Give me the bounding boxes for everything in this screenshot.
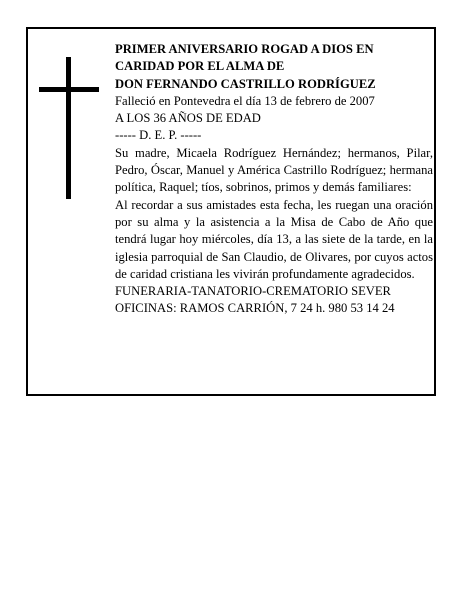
obituary-notice [26, 27, 436, 396]
notice-heading-line-3: DON FERNANDO CASTRILLO RODRÍGUEZ [115, 76, 376, 91]
invitation-paragraph: Al recordar a sus amistades esta fecha, les ruegan una oración por su alma y la asistencia a la Misa de Cabo de Año que tendrá lugar hoy miércoles, día 13, a las siete de la tarde, en la iglesia parroquial de San Claudio, de Olivares, por cuyos actos de caridad cristiana les vivirán profundamente agradecidos. [115, 197, 437, 281]
cross-icon [39, 57, 99, 199]
death-info: Falleció en Pontevedra el día 13 de febrero de 2007 [115, 93, 375, 108]
notice-text-block [115, 41, 437, 318]
notice-heading-line-1: PRIMER ANIVERSARIO ROGAD A DIOS EN [115, 42, 374, 56]
age-line: A LOS 36 AÑOS DE EDAD [115, 111, 261, 126]
cross-vertical-bar [66, 57, 71, 199]
notice-heading-line-2: CARIDAD POR EL ALMA DE [115, 59, 285, 74]
offices-line: OFICINAS: RAMOS CARRIÓN, 7 24 h. 980 53 14 24 [115, 301, 395, 316]
funeral-home: FUNERARIA-TANATORIO-CREMATORIO SEVER [115, 284, 391, 299]
family-paragraph: Su madre, Micaela Rodríguez Hernández; hermanos, Pilar, Pedro, Óscar, Manuel y América Castrillo Rodríguez; hermana política, Raquel; tíos, sobrinos, primos y demás familiares: [115, 145, 437, 195]
cross-horizontal-bar [39, 87, 99, 92]
rip-line: ----- D. E. P. ----- [115, 128, 202, 143]
